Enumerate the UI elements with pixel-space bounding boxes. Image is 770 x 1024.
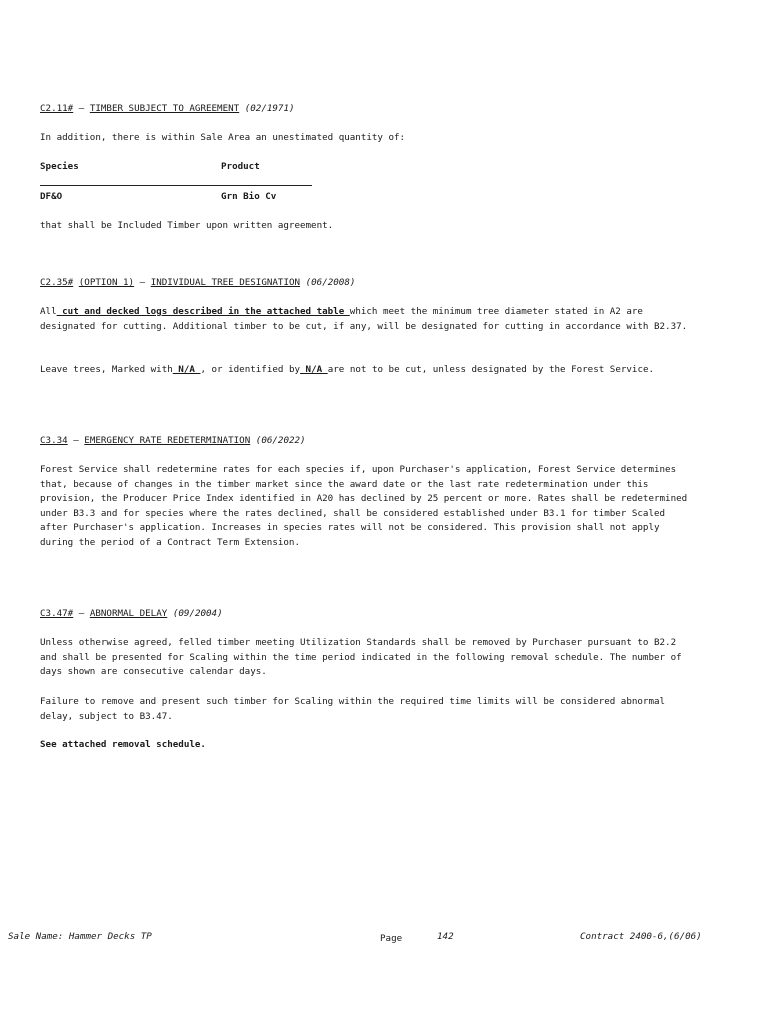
footer-page-label: Page xyxy=(380,933,403,944)
c2-35-date: (06/2008) xyxy=(305,277,356,288)
c2-11-date: (02/1971) xyxy=(244,103,295,114)
table-row xyxy=(40,190,690,205)
product-header: Product xyxy=(221,161,260,172)
footer-sale-name: Sale Name: Hammer Decks TP xyxy=(8,931,152,942)
c2-11-heading xyxy=(40,102,690,117)
identified-fill-in: N/A xyxy=(300,364,328,375)
c2-35-fill-in: cut and decked logs described in the attached table xyxy=(56,306,350,317)
c2-11-code: C2.11# xyxy=(40,103,74,114)
c2-35-code: C2.35# xyxy=(40,277,74,288)
c2-35-paragraph-1 xyxy=(40,305,690,334)
c2-35-p1-post: which meet the minimum tree diameter stated in A2 are designated for cutting. Additional timber to be cut, if any, will be designated for cutting in accordance with B2.37. xyxy=(40,306,688,332)
c3-34-date: (06/2022) xyxy=(255,435,306,446)
c3-47-paragraph-1: Unless otherwise agreed, felled timber meeting Utilization Standards shall be removed by Purchaser pursuant to B2.2 and shall be presented for Scaling within the time period indicated in the following removal schedule. The number of days shown are consecutive calendar days. xyxy=(40,637,682,678)
c2-35-paragraph-2 xyxy=(40,363,690,378)
c2-35-p2-post: are not to be cut, unless designated by the Forest Service. xyxy=(327,364,655,375)
c2-35-p2-pre: Leave trees, Marked with xyxy=(40,364,173,375)
removal-schedule-note: See attached removal schedule. xyxy=(40,739,206,750)
product-cell: Grn Bio Cv xyxy=(221,191,277,202)
footer-page-number: 142 xyxy=(437,931,454,942)
c2-11-title: TIMBER SUBJECT TO AGREEMENT xyxy=(89,103,240,114)
c2-11-intro: In addition, there is within Sale Area an unestimated quantity of: xyxy=(40,132,406,143)
c3-34-body: Forest Service shall redetermine rates for each species if, upon Purchaser's application, Forest Service determines that, because of changes in the timber market since the award date or the last rate redetermination under this provision, the Producer Price Index identified in A20 has declined by 25 percent or more. Rates shall be redetermined under B3.3 and for species where the rates declined, shall be considered established under B3.1 for timber Scaled after Purchaser's application. Increases in species rates will not be considered. This provision shall not apply during the period of a Contract Term Extension. xyxy=(40,464,688,548)
species-cell: DF&O xyxy=(40,191,63,202)
species-table-header xyxy=(40,160,690,175)
c3-47-title: ABNORMAL DELAY xyxy=(89,608,168,619)
species-header: Species xyxy=(40,161,79,172)
c2-35-p1-pre: All xyxy=(40,306,57,317)
c2-35-dash: – xyxy=(134,277,151,288)
c3-47-dash: – xyxy=(73,608,90,619)
c2-35-heading xyxy=(40,276,690,291)
c2-35-p2-mid: , or identified by xyxy=(200,364,301,375)
c2-11-outro: that shall be Included Timber upon written agreement. xyxy=(40,220,334,231)
footer-contract: Contract 2400-6,(6/06) xyxy=(580,931,702,942)
c2-35-title: INDIVIDUAL TREE DESIGNATION xyxy=(150,277,301,288)
c3-47-paragraph-2: Failure to remove and present such timber for Scaling within the required time limits will be considered abnormal delay, subject to B3.47. xyxy=(40,696,666,722)
c3-34-dash: – xyxy=(67,435,85,446)
c3-34-heading xyxy=(40,434,690,449)
c2-35-option: (OPTION 1) xyxy=(78,277,135,288)
c3-34-code: C3.34 xyxy=(40,435,68,446)
mark-fill-in: N/A xyxy=(172,364,201,375)
c2-11-dash: – xyxy=(73,103,90,114)
c3-34-title: EMERGENCY RATE REDETERMINATION xyxy=(84,435,251,446)
c3-47-date: (09/2004) xyxy=(172,608,223,619)
c3-47-code: C3.47# xyxy=(40,608,74,619)
c3-47-heading xyxy=(40,607,690,622)
table-divider xyxy=(40,185,312,186)
